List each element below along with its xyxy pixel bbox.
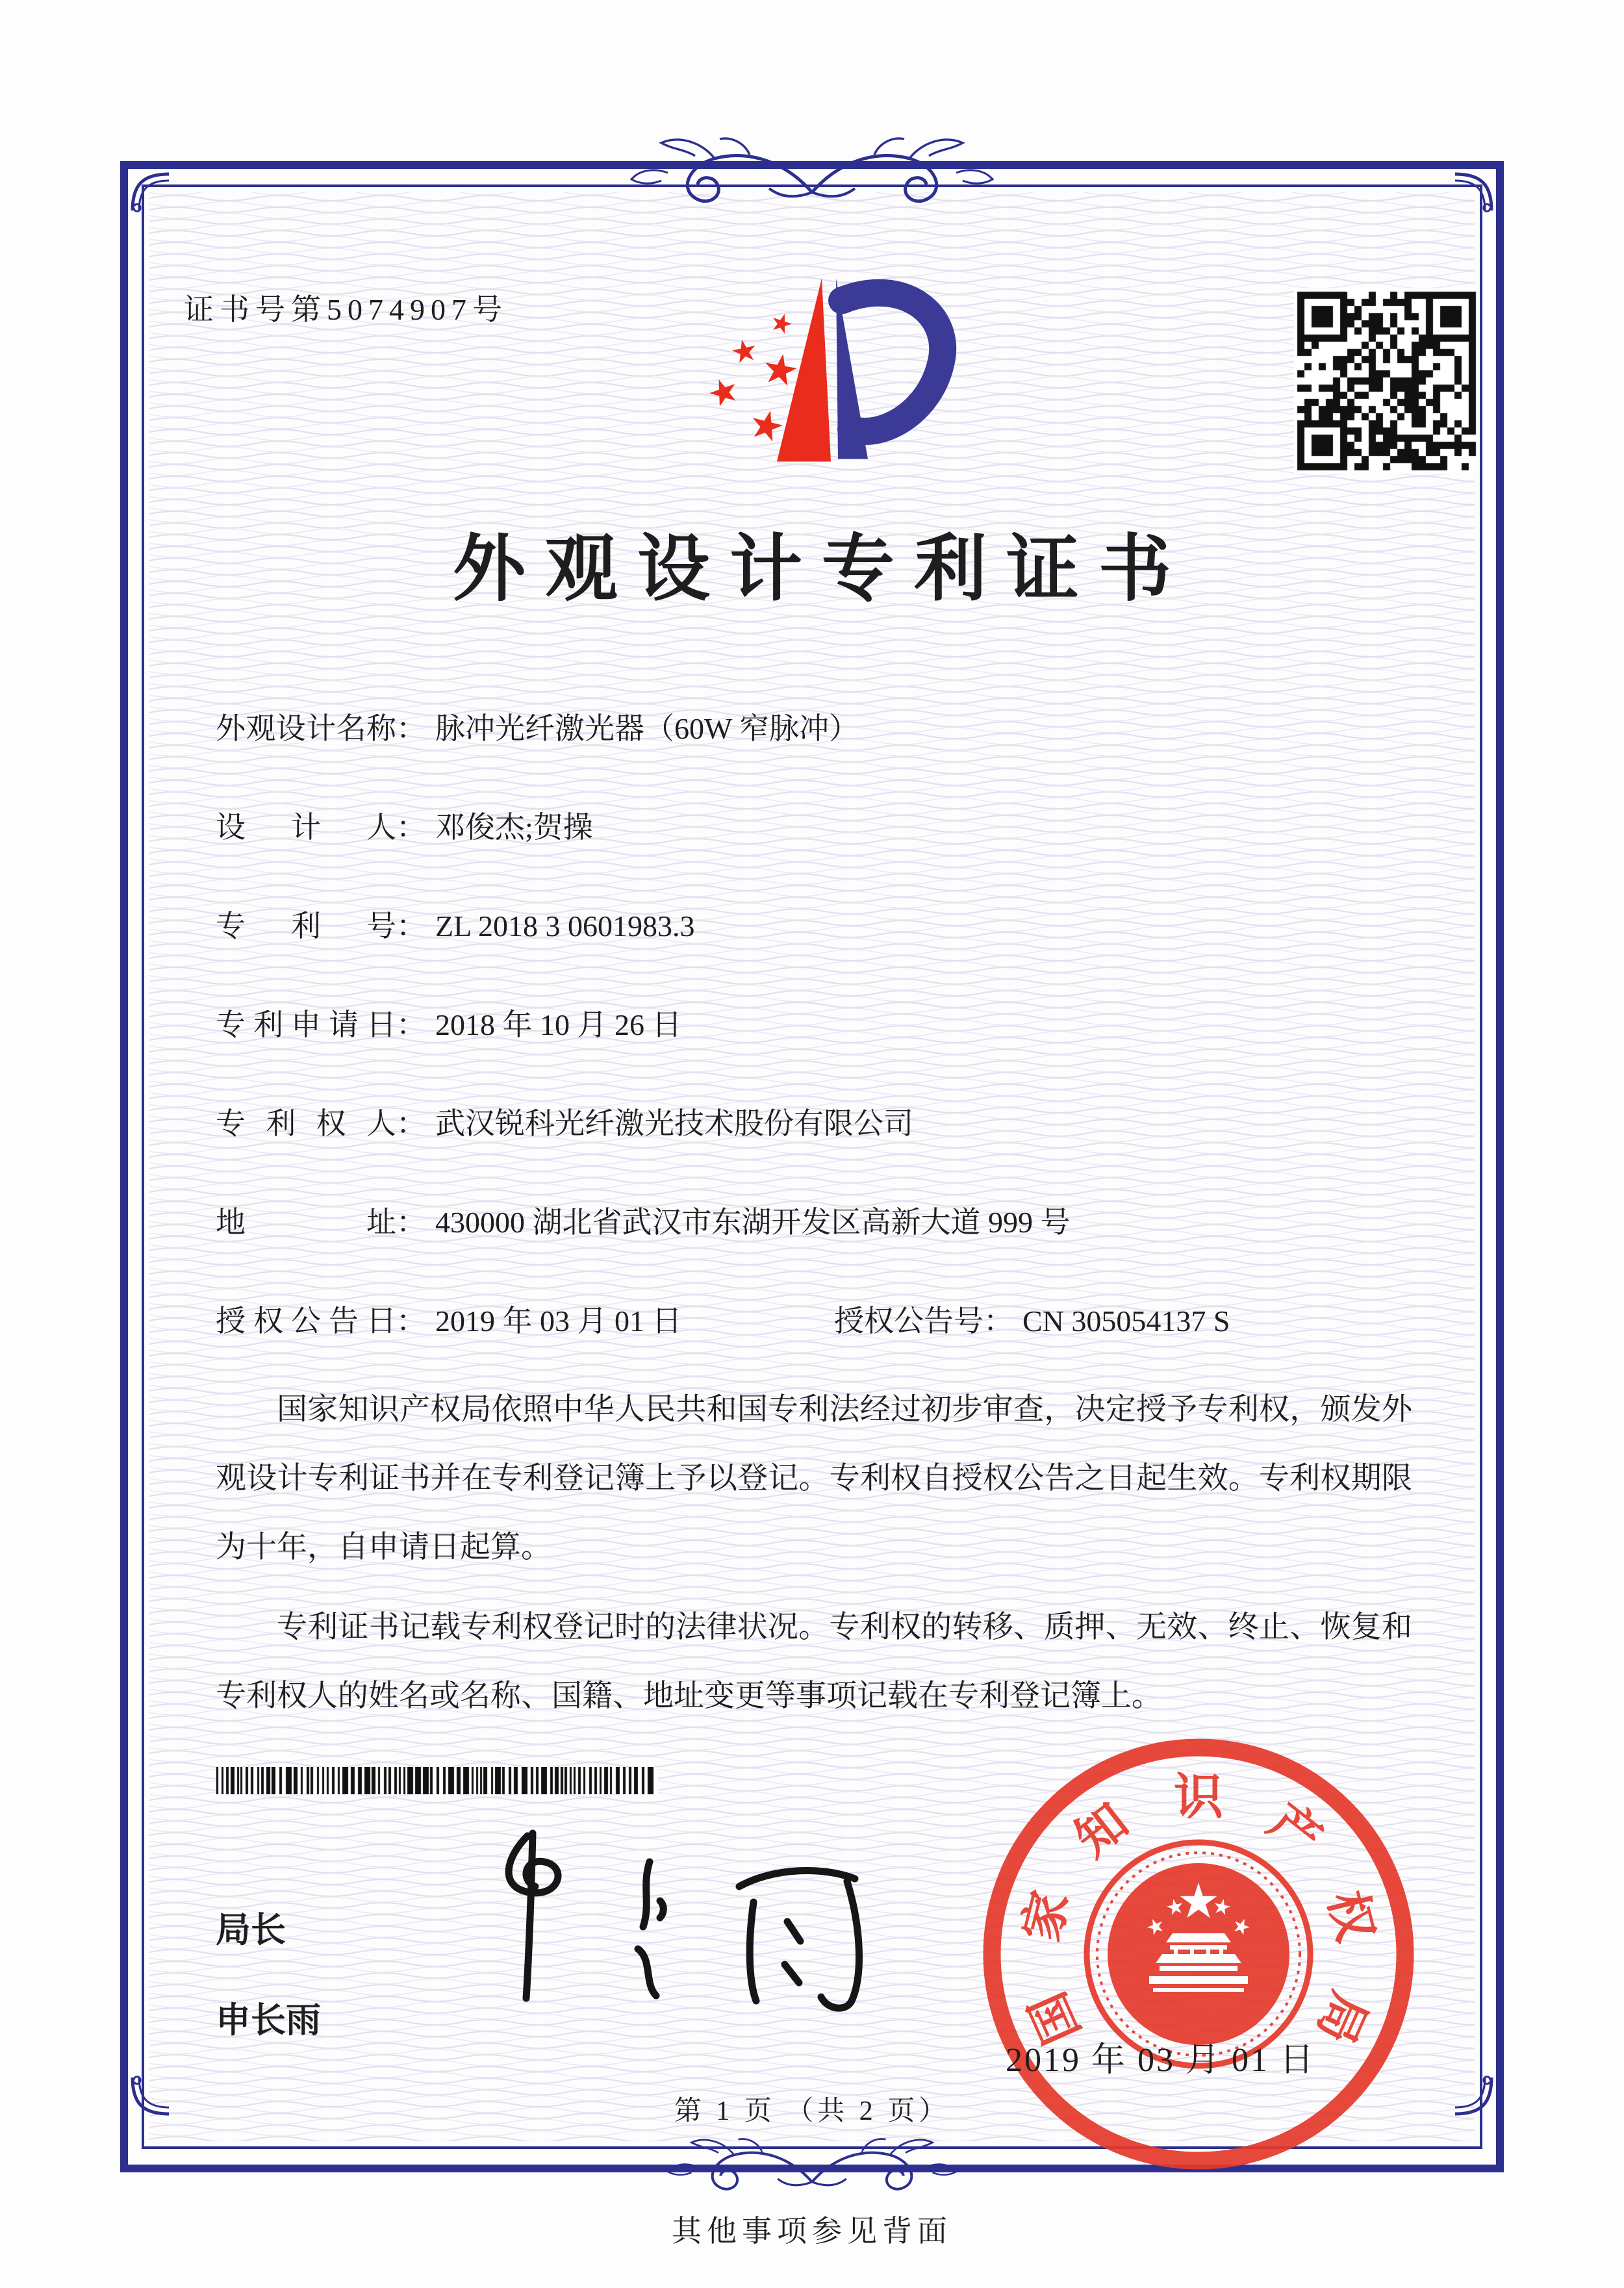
field-label: 专利号 (216, 909, 396, 943)
field-patentee (216, 1100, 1411, 1141)
field-value: 2019 年 03 月 01 日 (435, 1304, 682, 1338)
field-address (216, 1199, 1411, 1240)
top-scroll-flourish (617, 117, 1007, 234)
corner-curl-bottom-left (127, 2074, 173, 2119)
qr-code-icon (1294, 288, 1479, 474)
field-colon: ： (396, 811, 426, 844)
director-signature (429, 1824, 948, 2019)
seal-date: 2019 年 03 月 01 日 (1006, 2042, 1316, 2079)
svg-text:家: 家 (1014, 1885, 1080, 1947)
field-design-name (216, 705, 1411, 746)
field-label: 授权公告号 (834, 1304, 983, 1338)
field-designer (216, 804, 1411, 845)
logo-stars (706, 311, 799, 443)
field-colon: ： (396, 1008, 426, 1041)
field-filing-date (216, 1001, 1411, 1043)
field-value: 邓俊杰;贺操 (435, 811, 593, 844)
field-label: 专利申请日 (216, 1008, 396, 1041)
corner-curl-bottom-right (1451, 2074, 1497, 2119)
field-label: 授权公告日 (216, 1304, 396, 1338)
field-label: 外观设计名称 (216, 712, 396, 745)
field-colon: ： (396, 1107, 426, 1140)
svg-text:国: 国 (1021, 1984, 1091, 2052)
page-number: 第 1 页 （共 2 页） (674, 2096, 950, 2126)
body-paragraph-2: 专利证书记载专利权登记时的法律状况。专利权的转移、质押、无效、终止、恢复和专利权人的姓名或名称、国籍、地址变更等事项记载在专利登记簿上。 (216, 1610, 1412, 1713)
field-value: 430000 湖北省武汉市东湖开发区高新大道 999 号 (435, 1206, 1071, 1239)
field-value: 2018 年 10 月 26 日 (435, 1008, 682, 1041)
field-colon: ： (396, 1206, 426, 1239)
svg-text:产: 产 (1258, 1794, 1332, 1868)
field-value: 脉冲光纤激光器（60W 窄脉冲） (435, 712, 859, 745)
back-note: 其他事项参见背面 (672, 2215, 952, 2248)
corner-curl-top-right (1451, 169, 1497, 214)
field-value: 武汉锐科光纤激光技术股份有限公司 (435, 1107, 913, 1140)
officer-title: 局长 (216, 1911, 286, 1950)
field-value: CN 305054137 S (1022, 1304, 1230, 1338)
field-colon: ： (396, 1304, 426, 1338)
svg-text:知: 知 (1065, 1794, 1139, 1868)
svg-text:识: 识 (1174, 1770, 1223, 1825)
cnipa-logo-icon (674, 257, 980, 478)
field-grant-number (834, 1297, 1230, 1340)
field-label: 地址 (216, 1206, 396, 1239)
field-colon: ： (396, 909, 426, 943)
officer-name: 申长雨 (216, 2001, 321, 2040)
field-colon: ： (396, 712, 426, 745)
field-label: 设计人 (216, 811, 396, 844)
field-grant-row (216, 1297, 1411, 1339)
legal-text-block (216, 1376, 1412, 1743)
svg-text:权: 权 (1317, 1885, 1383, 1947)
body-paragraph-1: 国家知识产权局依照中华人民共和国专利法经过初步审查，决定授予专利权，颁发外观设计专利证书并在专利登记簿上予以登记。专利权自授权公告之日起生效。专利权期限为十年，自申请日起算。 (216, 1393, 1412, 1564)
officer-block (216, 1902, 321, 2042)
corner-curl-top-left (127, 169, 173, 214)
field-colon: ： (983, 1304, 1013, 1338)
field-label: 专利权人 (216, 1107, 396, 1140)
field-patent-number (216, 902, 1411, 944)
field-list (216, 705, 1411, 1396)
bottom-scroll-flourish (656, 2123, 968, 2220)
certificate-number: 证书号第5074907号 (184, 293, 508, 326)
svg-text:局: 局 (1306, 1984, 1377, 2052)
field-value: ZL 2018 3 0601983.3 (435, 909, 695, 943)
barcode-icon (216, 1767, 658, 1798)
certificate-title: 外观设计专利证书 (453, 529, 1191, 610)
